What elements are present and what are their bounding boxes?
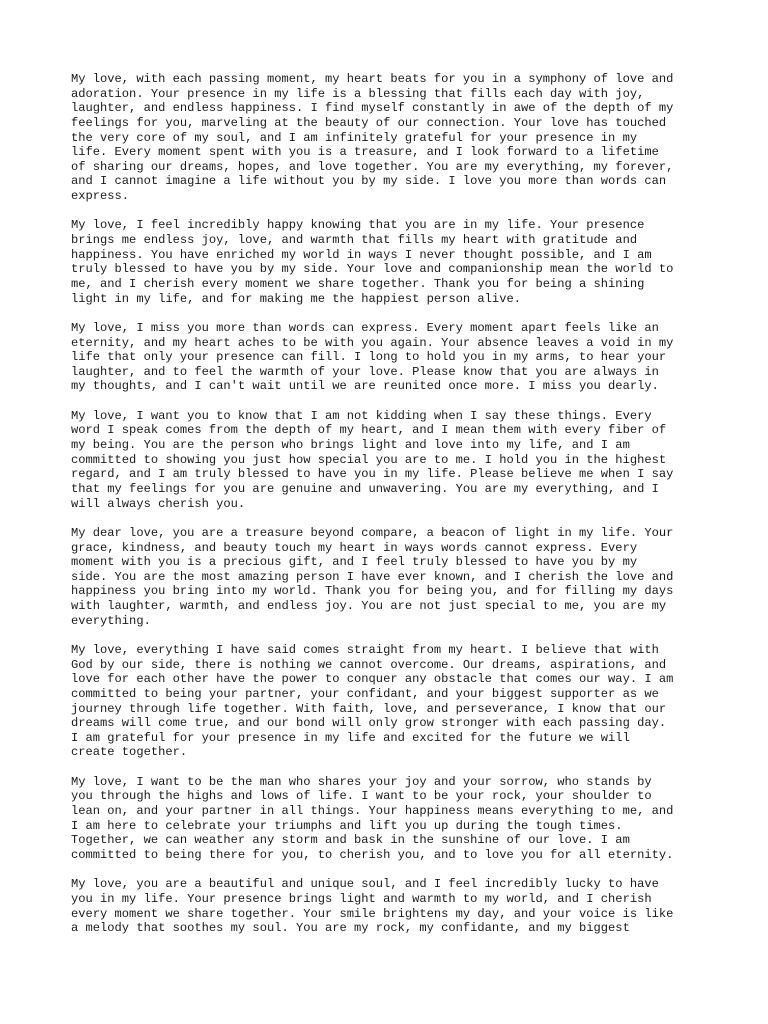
paragraph [71, 775, 711, 863]
text-line: committed to being there for you, to cherish you, and to love you for all eternity. [71, 847, 674, 862]
text-line: with laughter, warmth, and endless joy. You are not just special to me, you are my [71, 599, 667, 614]
text-line: My love, I miss you more than words can express. Every moment apart feels like an [71, 320, 659, 335]
paragraph [71, 526, 711, 628]
text-line: light in my life, and for making me the happiest person alive. [71, 291, 521, 306]
text-line: you through the highs and lows of life. I want to be your rock, your shoulder to [71, 789, 652, 804]
text-line: truly blessed to have you by my side. Your love and companionship mean the world to [71, 262, 674, 277]
text-line: happiness you bring into my world. Thank you for being you, and for filling my days [71, 584, 674, 599]
text-line: will always cherish you. [71, 496, 246, 511]
text-line: grace, kindness, and beauty touch my heart in ways words cannot express. Every [71, 540, 638, 555]
text-line: My love, everything I have said comes straight from my heart. I believe that with [71, 642, 659, 657]
text-line: laughter, and to feel the warmth of your love. Please know that you are always in [71, 364, 659, 379]
text-line: I am here to celebrate your triumphs and lift you up during the tough times. [71, 818, 623, 833]
text-line: life that only your presence can fill. I long to hold you in my arms, to hear your [71, 350, 667, 365]
text-line: committed to showing you just how special you are to me. I hold you in the highest [71, 452, 667, 467]
text-line: eternity, and my heart aches to be with you again. Your absence leaves a void in my [71, 335, 674, 350]
text-line: adoration. Your presence in my life is a blessing that fills each day with joy, [71, 86, 645, 101]
paragraph [71, 218, 711, 306]
letter-body [71, 72, 711, 950]
text-line: My dear love, you are a treasure beyond compare, a beacon of light in my life. Your [71, 525, 674, 540]
paragraph [71, 409, 711, 511]
paragraph [71, 643, 711, 760]
text-line: love for each other have the power to conquer any obstacle that comes our way. I am [71, 672, 674, 687]
text-line: regard, and I am truly blessed to have you in my life. Please believe me when I say [71, 467, 674, 482]
text-line: God by our side, there is nothing we cannot overcome. Our dreams, aspirations, and [71, 657, 667, 672]
text-line: brings me endless joy, love, and warmth that fills my heart with gratitude and [71, 233, 638, 248]
text-line: side. You are the most amazing person I have ever known, and I cherish the love and [71, 569, 674, 584]
text-line: Together, we can weather any storm and bask in the sunshine of our love. I am [71, 833, 630, 848]
text-line: that my feelings for you are genuine and unwavering. You are my everything, and I [71, 481, 659, 496]
text-line: my being. You are the person who brings light and love into my life, and I am [71, 438, 630, 453]
text-line: My love, you are a beautiful and unique soul, and I feel incredibly lucky to have [71, 877, 659, 892]
text-line: My love, with each passing moment, my heart beats for you in a symphony of love and [71, 72, 674, 86]
text-line: feelings for you, marveling at the beauty of our connection. Your love has touched [71, 115, 667, 130]
text-line: every moment we share together. Your smile brightens my day, and your voice is like [71, 906, 674, 921]
text-line: laughter, and endless happiness. I find myself constantly in awe of the depth of my [71, 101, 674, 116]
text-line: a melody that soothes my soul. You are my rock, my confidante, and my biggest [71, 921, 630, 936]
text-line: moment with you is a precious gift, and I feel truly blessed to have you by my [71, 555, 638, 570]
text-line: My love, I feel incredibly happy knowing that you are in my life. Your presence [71, 218, 645, 233]
text-line: journey through life together. With faith, love, and perseverance, I know that our [71, 701, 667, 716]
text-line: I am grateful for your presence in my life and excited for the future we will [71, 730, 630, 745]
text-line: my thoughts, and I can't wait until we are reunited once more. I miss you dearly. [71, 379, 659, 394]
text-line: life. Every moment spent with you is a treasure, and I look forward to a lifetime [71, 145, 659, 160]
text-line: My love, I want you to know that I am not kidding when I say these things. Every [71, 408, 652, 423]
text-line: you in my life. Your presence brings light and warmth to my world, and I cherish [71, 891, 652, 906]
paragraph [71, 877, 711, 936]
text-line: dreams will come true, and our bond will only grow stronger with each passing day. [71, 716, 667, 731]
paragraph [71, 321, 711, 394]
text-line: me, and I cherish every moment we share together. Thank you for being a shining [71, 276, 645, 291]
text-line: lean on, and your partner in all things. Your happiness means everything to me, and [71, 804, 674, 819]
paragraph [71, 72, 711, 204]
text-line: and I cannot imagine a life without you by my side. I love you more than words can [71, 174, 667, 189]
text-line: My love, I want to be the man who shares your joy and your sorrow, who stands by [71, 774, 652, 789]
text-line: committed to being your partner, your confidant, and your biggest supporter as we [71, 686, 659, 701]
text-line: everything. [71, 613, 151, 628]
text-line: word I speak comes from the depth of my heart, and I mean them with every fiber of [71, 423, 667, 438]
text-line: happiness. You have enriched my world in ways I never thought possible, and I am [71, 247, 652, 262]
text-line: express. [71, 189, 130, 204]
text-line: of sharing our dreams, hopes, and love together. You are my everything, my forever, [71, 159, 674, 174]
text-line: create together. [71, 745, 188, 760]
text-line: the very core of my soul, and I am infinitely grateful for your presence in my [71, 130, 638, 145]
